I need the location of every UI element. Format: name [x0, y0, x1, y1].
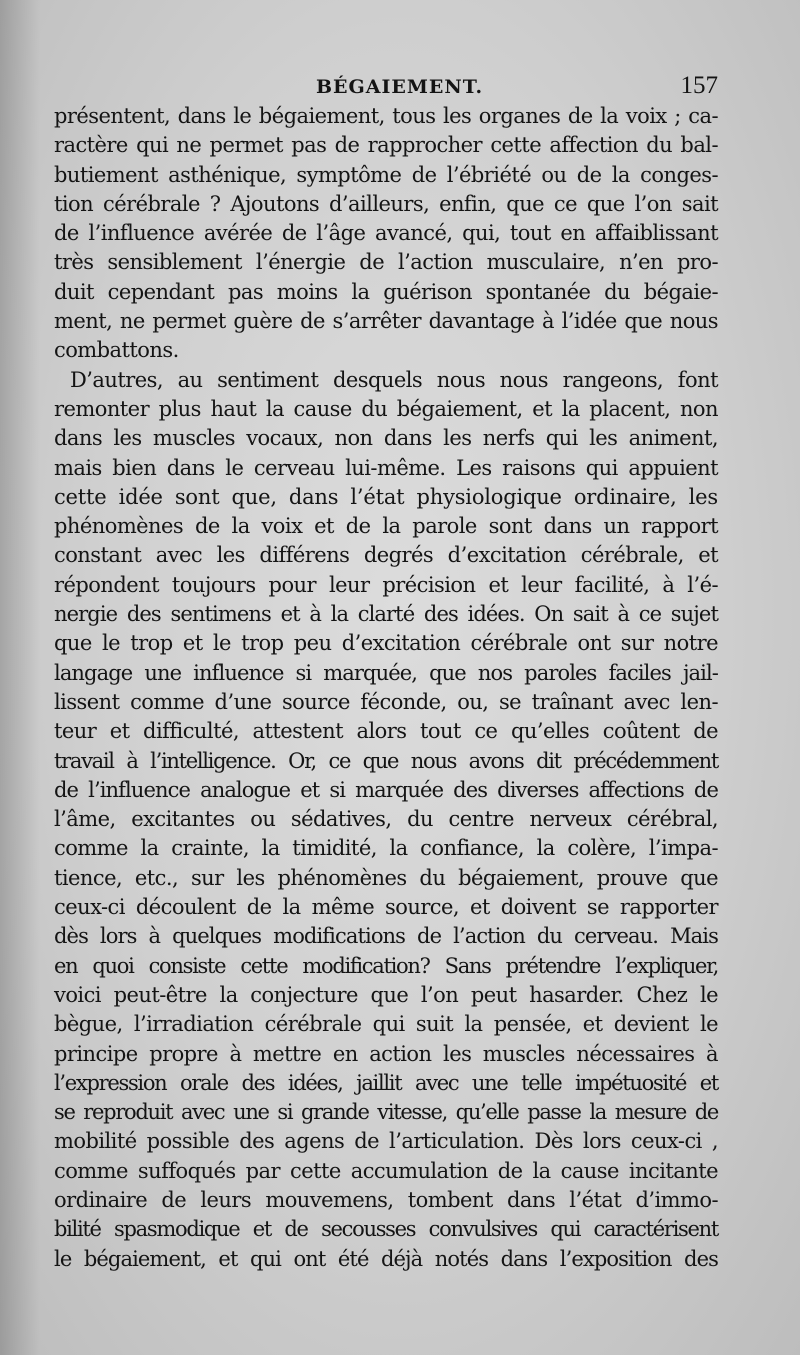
text-line: comme la crainte, la timidité, la confiance, la colère, l’impa- — [54, 836, 718, 861]
text-line: ractère qui ne permet pas de rapprocher cette affection du bal- — [54, 133, 718, 158]
text-line: répondent toujours pour leur précision et leur facilité, à l’é- — [54, 572, 718, 597]
text-line: que le trop et le trop peu d’excitation cérébrale ont sur notre — [54, 631, 718, 656]
text-line: comme suffoqués par cette accumulation de la cause incitante — [54, 1158, 718, 1183]
text-line: nergie des sentimens et à la clarté des idées. On sait à ce sujet — [54, 602, 718, 627]
text-line: ment, ne permet guère de s’arrêter davantage à l’idée que nous — [54, 309, 718, 334]
body-text — [54, 102, 718, 1274]
text-line: travail à l’intelligence. Or, ce que nous avons dit précédemment — [54, 748, 718, 773]
text-line: cette idée sont que, dans l’état physiologique ordinaire, les — [54, 484, 718, 509]
text-line: phénomènes de la voix et de la parole sont dans un rapport — [54, 514, 718, 539]
paragraph-start-line: D’autres, au sentiment desquels nous nous rangeons, font — [70, 367, 718, 392]
text-line: de l’influence analogue et si marquée des diverses affections de — [54, 777, 718, 802]
text-line: voici peut-être la conjecture que l’on peut hasarder. Chez le — [54, 982, 718, 1007]
text-line: présentent, dans le bégaiement, tous les organes de la voix ; ca- — [54, 104, 718, 128]
text-line: ceux-ci découlent de la même source, et doivent se rapporter — [54, 895, 718, 920]
running-title: BÉGAIEMENT. — [316, 76, 484, 98]
page-header — [54, 72, 718, 106]
text-line: le bégaiement, et qui ont été déjà notés dans l’exposition des — [54, 1246, 718, 1271]
text-line: se reproduit avec une si grande vitesse, qu’elle passe la mesure de — [54, 1100, 718, 1125]
text-line: l’expression orale des idées, jaillit avec une telle impétuosité et — [54, 1070, 718, 1095]
text-line: bilité spasmodique et de secousses convulsives qui caractérisent — [54, 1217, 718, 1242]
text-line: mais bien dans le cerveau lui-même. Les raisons qui appuient — [54, 455, 718, 480]
text-line: en quoi consiste cette modification? Sans prétendre l’expliquer, — [54, 953, 718, 978]
text-line: duit cependant pas moins la guérison spontanée du bégaie- — [54, 279, 718, 304]
text-line: lissent comme d’une source féconde, ou, se traînant avec len- — [54, 689, 718, 714]
paragraph-end-line: combattons. — [54, 338, 179, 363]
text-line: ordinaire de leurs mouvemens, tombent dans l’état d’immo- — [54, 1187, 718, 1212]
text-line: très sensiblement l’énergie de l’action musculaire, n’en pro- — [54, 250, 718, 275]
text-line: dans les muscles vocaux, non dans les nerfs qui les animent, — [54, 426, 718, 451]
text-line: dès lors à quelques modifications de l’action du cerveau. Mais — [54, 924, 718, 949]
gutter-shadow — [0, 0, 40, 1355]
text-line: de l’influence avérée de l’âge avancé, qui, tout en affaiblissant — [54, 221, 718, 246]
text-line: tion cérébrale ? Ajoutons d’ailleurs, enfin, que ce que l’on sait — [54, 191, 718, 216]
text-line: langage une influence si marquée, que nos paroles faciles jail- — [54, 660, 718, 685]
text-line: constant avec les différens degrés d’excitation cérébrale, et — [54, 543, 718, 568]
page-number: 157 — [680, 72, 718, 99]
text-line: bègue, l’irradiation cérébrale qui suit la pensée, et devient le — [54, 1012, 718, 1037]
text-line: teur et difficulté, attestent alors tout ce qu’elles coûtent de — [54, 719, 718, 744]
text-line: mobilité possible des agens de l’articulation. Dès lors ceux-ci , — [54, 1129, 718, 1154]
text-line: principe propre à mettre en action les muscles nécessaires à — [54, 1041, 718, 1066]
text-line: butiement asthénique, symptôme de l’ébriété ou de la conges- — [54, 162, 718, 187]
text-line: l’âme, excitantes ou sédatives, du centre nerveux cérébral, — [54, 807, 718, 832]
text-line: tience, etc., sur les phénomènes du bégaiement, prouve que — [54, 865, 718, 890]
text-line: remonter plus haut la cause du bégaiement, et la placent, non — [54, 396, 718, 421]
